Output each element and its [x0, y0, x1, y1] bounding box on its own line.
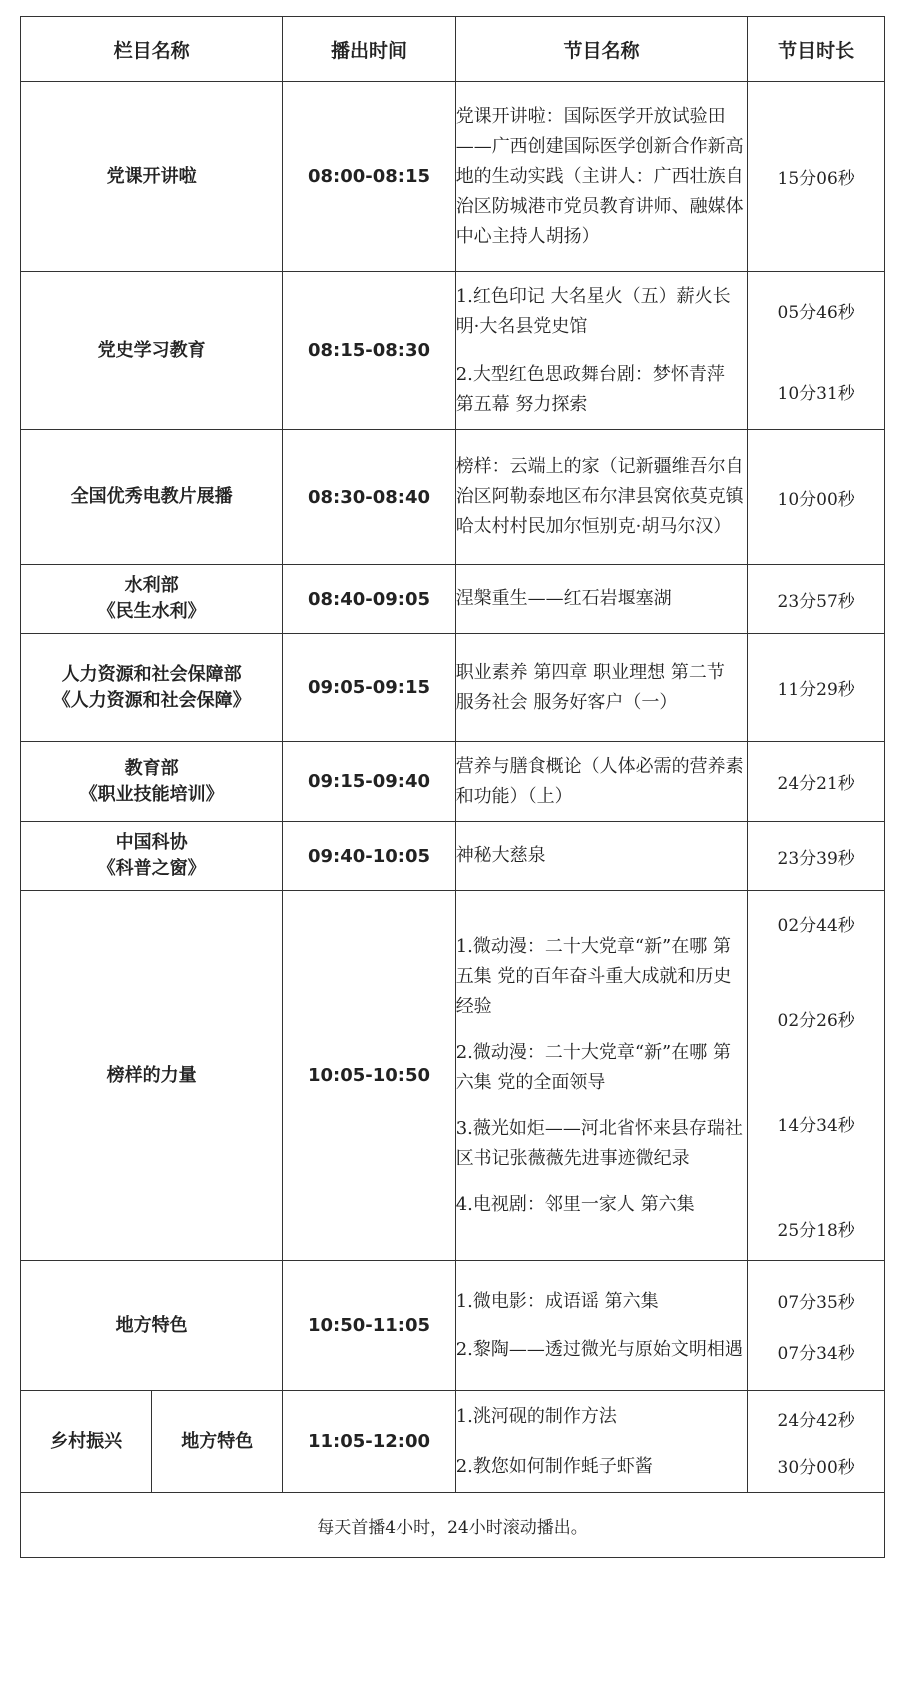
program-item: 涅槃重生——红石岩堰塞湖 — [455, 588, 672, 609]
schedule-table — [20, 16, 885, 1558]
duration-item: 02分26秒 — [777, 1010, 855, 1031]
air-time: 08:15-08:30 — [283, 272, 455, 430]
program-item: 榜样：云端上的家（记新疆维吾尔自治区阿勒泰地区布尔津县窝依莫克镇哈太村村民加尔恒别克·胡马尔汉） — [455, 456, 744, 537]
program-item: 4.电视剧：邻里一家人 第六集 — [455, 1193, 695, 1215]
program-item: 职业素养 第四章 职业理想 第二节 服务社会 服务好客户（一） — [455, 661, 725, 713]
header-program: 节目名称 — [455, 17, 748, 82]
air-time: 09:05-09:15 — [283, 634, 455, 742]
program-item: 神秘大慈泉 — [455, 845, 546, 866]
duration-item: 07分34秒 — [777, 1343, 855, 1364]
program-item: 2.黎陶——透过微光与原始文明相遇 — [455, 1338, 743, 1360]
program-cell — [455, 565, 748, 634]
duration-cell — [748, 891, 885, 1261]
header-column: 栏目名称 — [21, 17, 283, 82]
table-row — [21, 1391, 885, 1493]
footer-note: 每天首播4小时，24小时滚动播出。 — [21, 1493, 885, 1558]
column-name-line: 《职业技能培训》 — [79, 783, 224, 805]
column-name-line: 地方特色 — [115, 1314, 188, 1336]
table-row — [21, 822, 885, 891]
duration-item: 23分39秒 — [777, 848, 855, 869]
duration-item: 05分46秒 — [777, 302, 855, 323]
column-name — [21, 1261, 283, 1391]
program-cell — [455, 634, 748, 742]
column-name — [21, 822, 283, 891]
table-row — [21, 82, 885, 272]
duration-cell — [748, 742, 885, 822]
column-name — [21, 1391, 152, 1493]
footer-row — [21, 1493, 885, 1558]
duration-item: 14分34秒 — [777, 1115, 855, 1136]
program-cell — [455, 272, 748, 430]
duration-item: 24分42秒 — [777, 1410, 855, 1431]
air-time: 09:15-09:40 — [283, 742, 455, 822]
program-item: 1.红色印记 大名星火（五）薪火长明·大名县党史馆 — [455, 285, 731, 337]
column-name — [21, 891, 283, 1261]
duration-cell — [748, 565, 885, 634]
column-name — [21, 742, 283, 822]
duration-cell — [748, 822, 885, 891]
column-name-line: 《人力资源和社会保障》 — [52, 689, 251, 711]
program-item: 2.大型红色思政舞台剧：梦怀青萍 第五幕 努力探索 — [455, 363, 725, 415]
column-name — [21, 82, 283, 272]
table-row — [21, 891, 885, 1261]
air-time: 08:40-09:05 — [283, 565, 455, 634]
program-cell — [455, 742, 748, 822]
duration-cell — [748, 430, 885, 565]
duration-item: 10分31秒 — [777, 383, 855, 404]
program-item: 1.微动漫：二十大党章“新”在哪 第五集 党的百年奋斗重大成就和历史经验 — [455, 935, 732, 1017]
column-name-line: 教育部 — [124, 757, 179, 779]
duration-item: 30分00秒 — [777, 1457, 855, 1478]
program-cell — [455, 430, 748, 565]
duration-cell — [748, 1261, 885, 1391]
program-cell — [455, 82, 748, 272]
air-time: 09:40-10:05 — [283, 822, 455, 891]
column-name-line: 人力资源和社会保障部 — [61, 663, 242, 685]
column-name-line: 榜样的力量 — [106, 1064, 197, 1086]
column-name — [21, 272, 283, 430]
column-name-line: 水利部 — [124, 575, 179, 596]
table-row — [21, 430, 885, 565]
column-name-line: 党课开讲啦 — [106, 165, 197, 187]
program-item: 2.教您如何制作蚝子虾酱 — [455, 1455, 653, 1477]
column-name-line: 乡村振兴 — [50, 1430, 123, 1452]
program-item: 2.微动漫：二十大党章“新”在哪 第六集 党的全面领导 — [455, 1041, 731, 1093]
column-name-line: 《科普之窗》 — [97, 858, 206, 879]
air-time: 10:50-11:05 — [283, 1261, 455, 1391]
duration-item: 24分21秒 — [777, 774, 855, 794]
air-time: 08:00-08:15 — [283, 82, 455, 272]
column-name-line: 中国科协 — [115, 832, 188, 853]
program-cell — [455, 1391, 748, 1493]
duration-item: 02分44秒 — [777, 915, 855, 936]
duration-cell — [748, 1391, 885, 1493]
table-row — [21, 1261, 885, 1391]
program-item: 1.洮河砚的制作方法 — [455, 1405, 617, 1427]
column-name-line: 《民生水利》 — [97, 601, 206, 622]
program-cell — [455, 891, 748, 1261]
air-time: 11:05-12:00 — [283, 1391, 455, 1493]
header-row — [21, 17, 885, 82]
air-time: 10:05-10:50 — [283, 891, 455, 1261]
duration-item: 23分57秒 — [777, 591, 855, 612]
duration-item: 15分06秒 — [777, 169, 855, 189]
program-item: 营养与膳食概论（人体必需的营养素和功能）（上） — [455, 755, 744, 807]
program-cell — [455, 822, 748, 891]
program-item: 1.微电影：成语谣 第六集 — [455, 1290, 659, 1312]
duration-item: 25分18秒 — [777, 1220, 855, 1241]
column-name — [21, 565, 283, 634]
column-name-line: 全国优秀电教片展播 — [70, 486, 233, 507]
air-time: 08:30-08:40 — [283, 430, 455, 565]
duration-cell — [748, 82, 885, 272]
program-item: 3.薇光如炬——河北省怀来县存瑞社区书记张薇薇先进事迹微纪录 — [455, 1117, 743, 1169]
header-duration: 节目时长 — [748, 17, 885, 82]
duration-cell — [748, 634, 885, 742]
duration-cell — [748, 272, 885, 430]
column-name — [21, 634, 283, 742]
program-cell — [455, 1261, 748, 1391]
program-item: 党课开讲啦：国际医学开放试验田——广西创建国际医学创新合作新高地的生动实践（主讲人：广西壮族自治区防城港市党员教育讲师、融媒体中心主持人胡扬） — [455, 105, 744, 247]
table-row — [21, 565, 885, 634]
sub-column-name: 地方特色 — [152, 1391, 283, 1493]
table-row — [21, 272, 885, 430]
table-row — [21, 634, 885, 742]
duration-item: 10分00秒 — [777, 489, 855, 510]
duration-item: 07分35秒 — [777, 1292, 855, 1313]
duration-item: 11分29秒 — [777, 680, 855, 700]
column-name-line: 党史学习教育 — [97, 339, 206, 361]
header-time: 播出时间 — [283, 17, 455, 82]
column-name — [21, 430, 283, 565]
table-row — [21, 742, 885, 822]
